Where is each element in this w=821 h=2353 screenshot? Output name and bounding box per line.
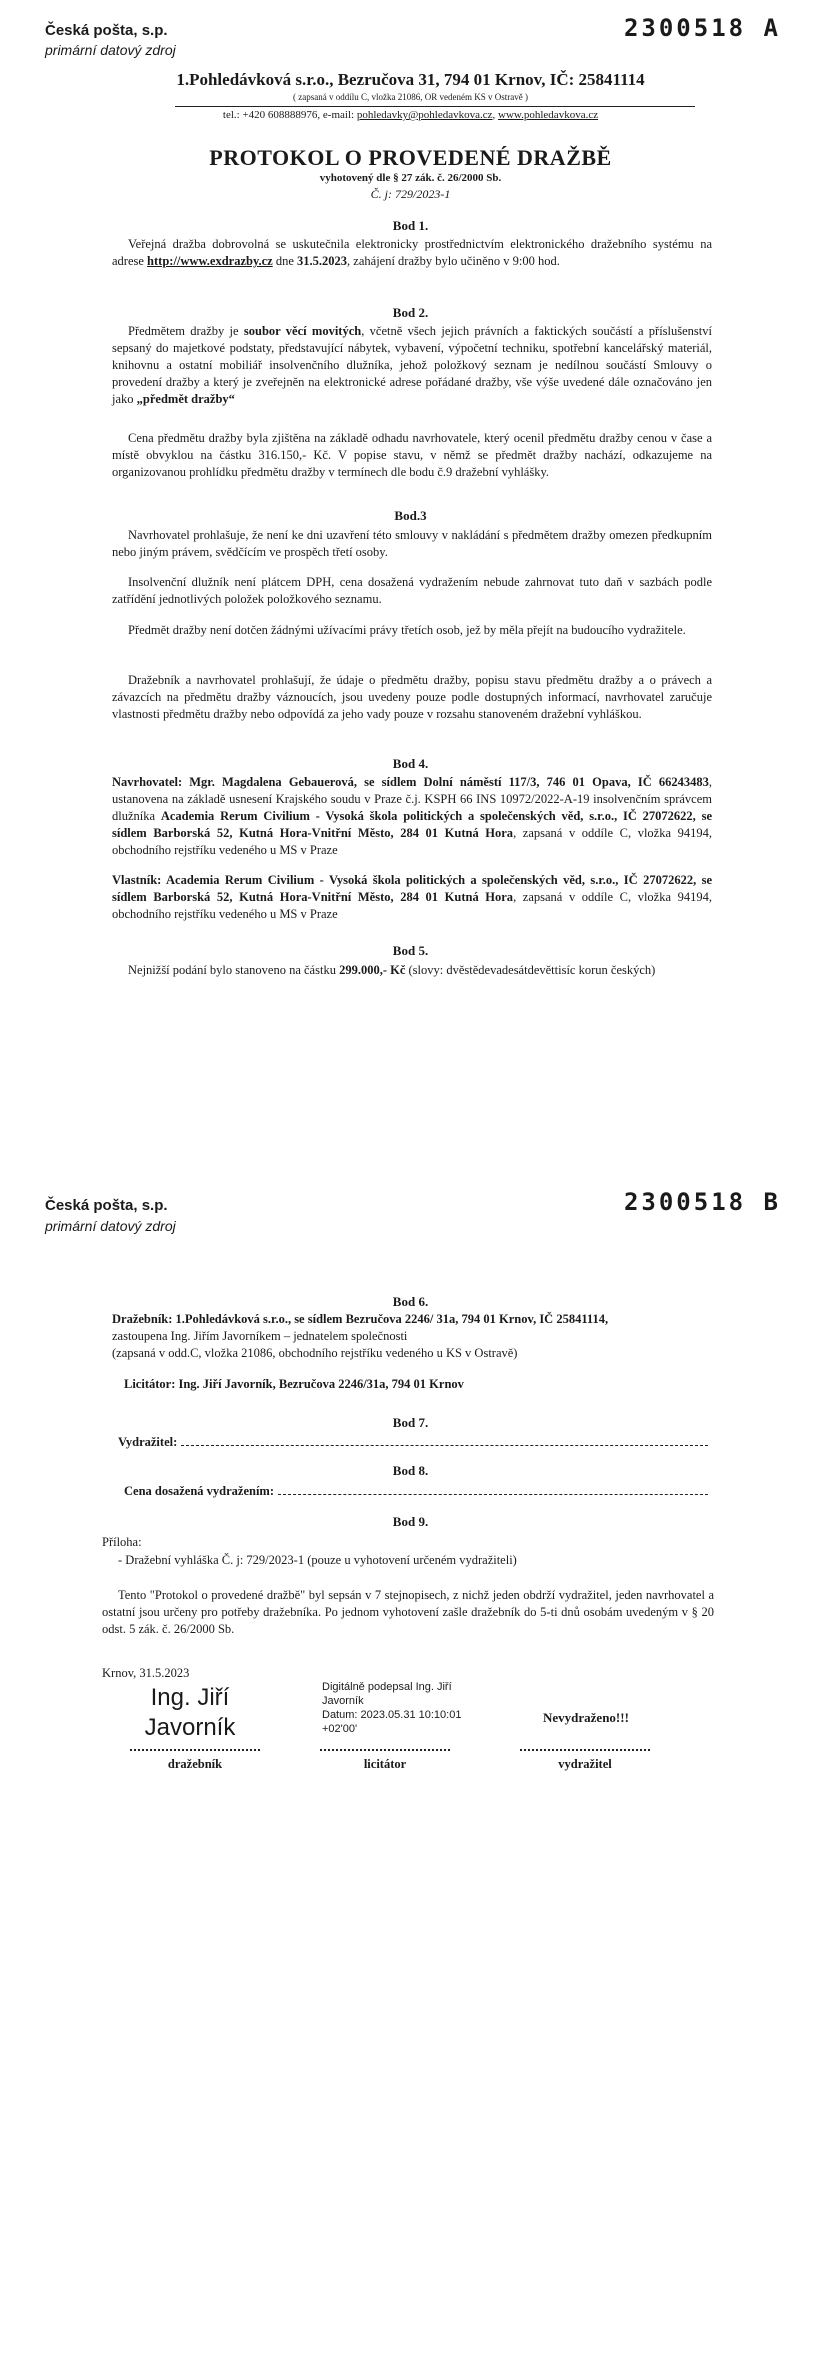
bod-3-paragraph-4: Dražebník a navrhovatel prohlašují, že údaje o předmětu dražby, popisu stavu předmětu dražby a o právech a závazcích na předmětu dražby váznoucích, jsou uvedeny pouze podle dostupných informací, navrhovatel zaručuje vlastnosti předmětu dražby nebo odpovídá za jeho vady pouze v rozsahu stanoveném dražební vyhláškou. (112, 673, 712, 721)
document-number: 2300518 B (623, 1188, 781, 1216)
header-company: 1.Pohledávková s.r.o., Bezručova 31, 794 01 Krnov, IČ: 25841114 (176, 70, 645, 89)
page-2 (0, 1177, 821, 2353)
document-title: PROTOKOL O PROVEDENÉ DRAŽBĚ (209, 145, 612, 170)
bod-3-paragraph-3: Předmět dražby není dotčen žádnými užívacími právy třetích osob, jež by měla přejít na budoucího vydražitele. (128, 623, 686, 637)
document-number: 2300518 A (623, 14, 781, 42)
email-link[interactable]: pohledavky@pohledavkova.cz (356, 109, 493, 121)
bod-6-representation: zastoupena Ing. Jiřím Javorníkem – jednatelem společnosti (112, 1329, 408, 1343)
web-link[interactable]: www.pohledavkova.cz (498, 109, 599, 121)
bod-1-heading: Bod 1. (392, 218, 429, 233)
bod-7-heading: Bod 7. (392, 1415, 429, 1430)
label-vydrazitel: vydražitel (558, 1757, 612, 1771)
place-date: Krnov, 31.5.2023 (102, 1666, 190, 1680)
header-registration: ( zapsaná v oddílu C, vložka 21086, OR vedeném KS v Ostravě ) (293, 92, 528, 102)
bod-3-paragraph-2: Insolvenční dlužník není plátcem DPH, cena dosažená vydražením nebude zahrnovat tuto daň v sazbách podle zatřídění jednotlivých položek položkového seznamu. (112, 575, 712, 606)
digital-signature-line-3: Datum: 2023.05.31 10:10:01 (322, 1709, 462, 1721)
signature-line-licitator (320, 1749, 450, 1751)
bod-5-text: Nejnižší podání bylo stanoveno na částku 299.000,- Kč (slovy: dvěstědevadesátdevěttisíc korun českých) (128, 963, 656, 977)
bod-6-registration: (zapsaná v odd.C, vložka 21086, obchodního rejstříku vedeného u KS v Ostravě) (112, 1346, 518, 1360)
document-subtitle: vyhotovený dle § 27 zák. č. 26/2000 Sb. (319, 172, 502, 184)
cena-label: Cena dosažená vydražením: (124, 1484, 274, 1498)
page-1 (0, 0, 821, 1176)
signature-line-drazebnik (130, 1749, 260, 1751)
bod-2-heading: Bod 2. (392, 305, 429, 320)
bod-8-heading: Bod 8. (392, 1463, 429, 1478)
exdrazby-link[interactable]: http://www.exdrazby.cz (147, 254, 273, 268)
signature-line-2: Javorník (144, 1714, 236, 1741)
bod-6-heading: Bod 6. (392, 1294, 429, 1309)
digital-signature (322, 1680, 492, 1736)
bod-3-paragraph-1: Navrhovatel prohlašuje, že není ke dni uzavření této smlouvy v nakládání s předmětem dražby omezen předkupním nebo jiným právem, svědčícím ve prospěch třetí osoby. (112, 528, 712, 559)
bod-4-vlastnik: Vlastník: Academia Rerum Civilium - Vysoká škola politických a společenských věd, s.r.o., IČ 27072622, se sídlem Barborská 52, Kutná Hora-Vnitřní Město, 284 01 Kutná Hora, zapsaná v oddíle C, vložka 94194, obchodního rejstříku vedeného u MS v Praze (112, 873, 712, 921)
post-name: Česká pošta, s.p. (45, 22, 168, 39)
priloha-item: - Dražební vyhláška Č. j: 729/2023-1 (pouze u vyhotovení určeném vydražiteli) (118, 1553, 517, 1567)
contact-prefix: tel.: +420 608888976, e-mail: (222, 109, 357, 121)
vydrazitel-field (118, 1435, 708, 1450)
vydrazitel-dashes (181, 1437, 708, 1446)
bod-2-paragraph-1: Předmětem dražby je soubor věcí movitých, včetně všech jejich právních a faktických součástí a příslušenství sepsaný do majetkové podstaty, představující nábytek, vybavení, výpočetní techniku, spotřební kancelářský materiál, knihovnu a ostatní mobiliář insolvenčního dlužníka, jehož položkový seznam je nedílnou součástí Smlouvy o provedení dražby a který je zveřejněn na elektronické adrese pořádané dražby, vše výše uvedené dále označováno jen jako „předmět dražby“ (112, 324, 712, 406)
bod-3-heading: Bod.3 (394, 508, 427, 523)
bod-5-heading: Bod 5. (392, 943, 429, 958)
bod-6-licitator: Licitátor: Ing. Jiří Javorník, Bezručova 2246/31a, 794 01 Krnov (124, 1377, 464, 1391)
bod-4-navrhovatel: Navrhovatel: Mgr. Magdalena Gebauerová, se sídlem Dolní náměstí 117/3, 746 01 Opava, IČ 66243483, ustanovena na základě usnesení Krajského soudu v Praze č.j. KSPH 66 INS 10972/2022-A-19 insolvenčním správcem dlužníka Academia Rerum Civilium - Vysoká škola politických a společenských věd, s.r.o., IČ 27072622, se sídlem Barborská 52, Kutná Hora-Vnitřní Město, 284 01 Kutná Hora, zapsaná v oddíle C, vložka 94194, obchodního rejstříku vedeného u MS v Praze (112, 775, 712, 857)
handwritten-signature (130, 1683, 250, 1743)
post-subtitle: primární datový zdroj (45, 1218, 176, 1234)
label-drazebnik: dražebník (167, 1757, 223, 1771)
vydrazitel-label: Vydražitel: (118, 1435, 178, 1449)
post-name: Česká pošta, s.p. (45, 1197, 168, 1214)
bod-9-text: Tento "Protokol o provedené dražbě" byl sepsán v 7 stejnopisech, z nichž jeden obdrží vydražitel, jeden navrhovatel a ostatní jsou určeny pro potřeby dražebníka. Po jednom vyhotovení zašle dražebník do 5-ti dnů osobám uvedeným v § 20 odst. 5 zák. č. 26/2000 Sb. (102, 1588, 714, 1636)
digital-signature-line-1: Digitálně podepsal Ing. Jiří (322, 1681, 452, 1693)
signature-line-vydrazitel (520, 1749, 650, 1751)
bod-9-heading: Bod 9. (392, 1514, 429, 1529)
post-subtitle: primární datový zdroj (45, 42, 176, 58)
digital-signature-line-4: +02'00' (322, 1723, 358, 1735)
not-auctioned-note: Nevydraženo!!! (543, 1710, 629, 1725)
header-divider (175, 106, 695, 107)
priloha-label: Příloha: (102, 1535, 142, 1549)
bod-1-text: Veřejná dražba dobrovolná se uskutečnila elektronicky prostřednictvím elektronického dražebního systému na adrese http://www.exdrazby.cz dne 31.5.2023, zahájení dražby bylo učiněno v 9:00 hod. (112, 237, 712, 268)
bod-2-paragraph-2: Cena předmětu dražby byla zjištěna na základě odhadu navrhovatele, který ocenil předmětu dražby cenou v čase a místě obvyklou na částku 316.150,- Kč. V popise stavu, v němž se předmět dražby nachází, odkazujeme na organizovanou prohlídku předmětu dražby v termínech dle bodu č.9 dražební vyhlášky. (112, 431, 712, 479)
label-licitator: licitátor (363, 1757, 407, 1771)
header-contact (0, 109, 821, 121)
cena-dashes (278, 1486, 708, 1495)
bod-6-drazebnik: Dražebník: 1.Pohledávková s.r.o., se sídlem Bezručova 2246/ 31a, 794 01 Krnov, IČ 25841114, (112, 1312, 609, 1326)
digital-signature-line-2: Javorník (322, 1695, 364, 1707)
cena-field (124, 1484, 708, 1499)
signature-line-1: Ing. Jiří (150, 1684, 230, 1711)
reference-number: Č. j: 729/2023-1 (370, 187, 451, 201)
contact-separator: , (492, 109, 498, 121)
bod-4-heading: Bod 4. (392, 756, 429, 771)
